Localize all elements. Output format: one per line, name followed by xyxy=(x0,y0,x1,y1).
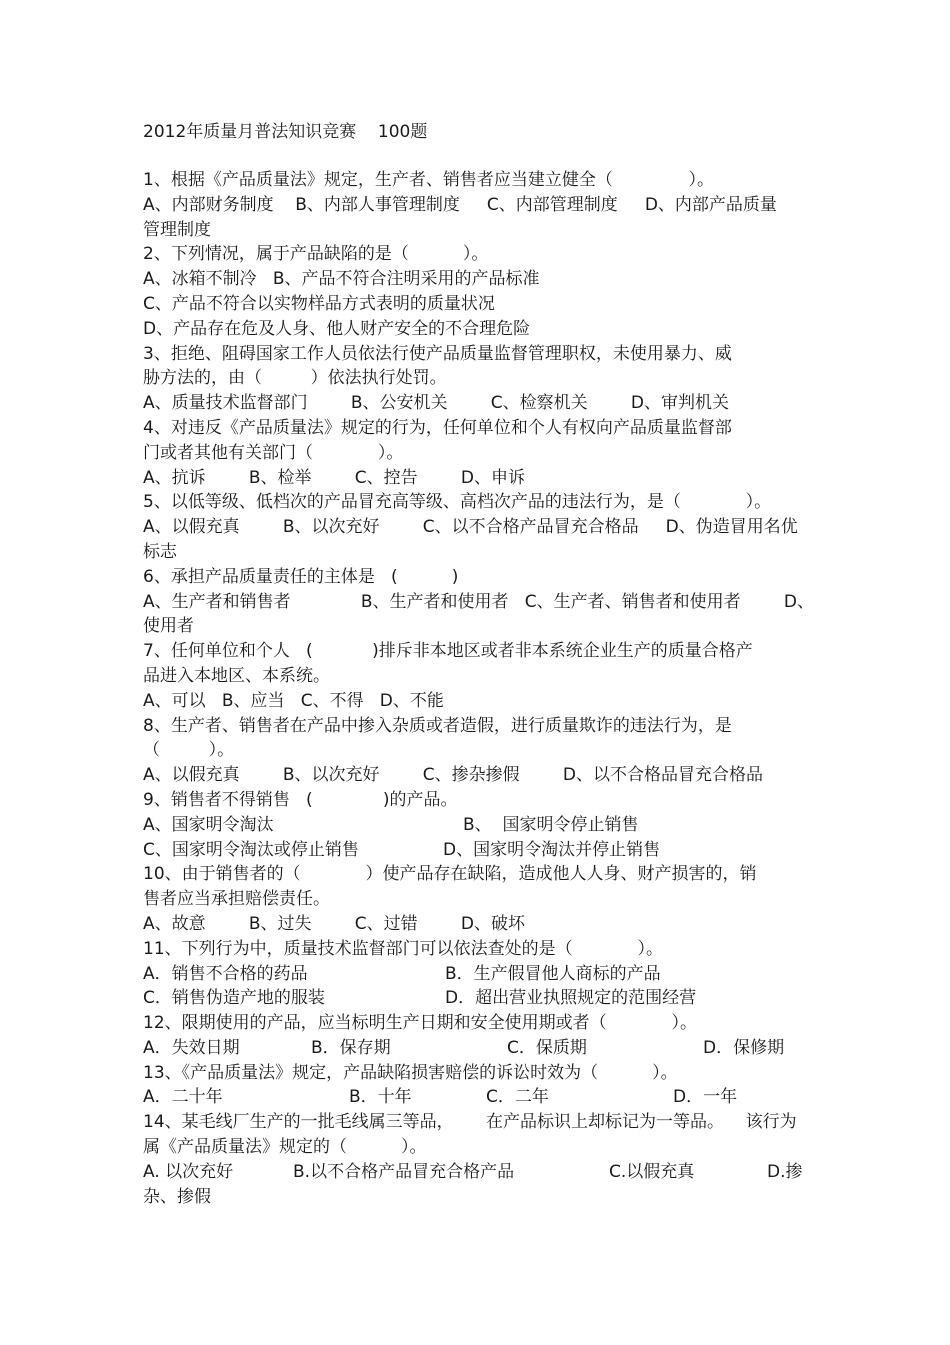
option-row xyxy=(143,813,818,838)
question-9 xyxy=(143,788,818,862)
question-12 xyxy=(143,1011,818,1061)
question-14 xyxy=(143,1110,818,1209)
option-b: B.以不合格产品冒充合格产品 xyxy=(293,1161,515,1182)
option-row xyxy=(143,838,818,863)
question-1 xyxy=(143,168,818,242)
question-8 xyxy=(143,714,818,788)
option-line: A、以假充真 B、以次充好 C、以不合格产品冒充合格品 D、伪造冒用名优 xyxy=(143,517,798,538)
question-stem: 13、《产品质量法》规定，产品缺陷损害赔偿的诉讼时效为（ ）。 xyxy=(143,1062,678,1083)
question-stem: 3、拒绝、阻碍国家工作人员依法行使产品质量监督管理职权，未使用暴力、威 xyxy=(143,343,732,364)
option-d: D．一年 xyxy=(673,1087,738,1108)
question-7 xyxy=(143,639,818,713)
question-3 xyxy=(143,342,818,416)
question-stem: 5、以低等级、低档次的产品冒充高等级、高档次产品的违法行为，是（ ）。 xyxy=(143,492,772,513)
option-line: A、质量技术监督部门 B、公安机关 C、检察机关 D、审判机关 xyxy=(143,393,729,414)
option-d: D.掺 xyxy=(767,1161,803,1182)
option-line: A、内部财务制度 B、内部人事管理制度 C、内部管理制度 D、内部产品质量 xyxy=(143,194,777,215)
question-stem: 胁方法的，由（ ）依法执行处罚。 xyxy=(143,368,447,389)
option-d: D．保修期 xyxy=(703,1037,785,1058)
question-stem: 9、销售者不得销售 ( )的产品。 xyxy=(143,789,458,810)
option-a: A．销售不合格的药品 xyxy=(143,963,308,984)
option-a: A、国家明令淘汰 xyxy=(143,814,274,835)
question-list xyxy=(143,168,818,1209)
question-stem: 7、任何单位和个人 ( )排斥非本地区或者非本系统企业生产的质量合格产 xyxy=(143,641,753,662)
option-c: C.以假充真 xyxy=(609,1161,695,1182)
option-c: C．保质期 xyxy=(507,1037,587,1058)
option-b: B．十年 xyxy=(349,1087,412,1108)
question-stem: 10、由于销售者的（ ）使产品存在缺陷，造成他人人身、财产损害的，销 xyxy=(143,864,757,885)
question-stem: 品进入本地区、本系统。 xyxy=(143,665,330,686)
question-stem: 8、生产者、销售者在产品中掺入杂质或者造假，进行质量欺诈的违法行为，是 xyxy=(143,715,732,736)
option-row xyxy=(143,1160,818,1185)
question-6 xyxy=(143,565,818,639)
option-a: A．失效日期 xyxy=(143,1037,240,1058)
question-5 xyxy=(143,490,818,564)
question-stem: 属《产品质量法》规定的（ ）。 xyxy=(143,1137,427,1158)
option-c: C．销售伪造产地的服装 xyxy=(143,988,325,1009)
question-stem: 2、下列情况，属于产品缺陷的是（ ）。 xyxy=(143,244,489,265)
question-4 xyxy=(143,416,818,490)
option-line: A、故意 B、过失 C、过错 D、破坏 xyxy=(143,913,525,934)
option-a: A．二十年 xyxy=(143,1087,223,1108)
question-stem: 1、根据《产品质量法》规定，生产者、销售者应当建立健全（ ）。 xyxy=(143,170,714,190)
option-row xyxy=(143,986,818,1011)
question-13 xyxy=(143,1061,818,1111)
question-stem: 12、限期使用的产品，应当标明生产日期和安全使用期或者（ ）。 xyxy=(143,1013,697,1034)
option-line: A、冰箱不制冷 B、产品不符合注明采用的产品标准 xyxy=(143,269,540,290)
option-b: B．生产假冒他人商标的产品 xyxy=(445,963,661,984)
question-stem: 门或者其他有关部门（ ）。 xyxy=(143,442,404,463)
option-line: A、生产者和销售者 B、生产者和使用者 C、生产者、销售者和使用者 D、 xyxy=(143,591,814,612)
question-stem: 6、承担产品质量责任的主体是 ( ) xyxy=(143,566,459,587)
option-row xyxy=(143,962,818,987)
option-line: 管理制度 xyxy=(143,219,211,240)
question-stem: 11、下列行为中，质量技术监督部门可以依法查处的是（ ）。 xyxy=(143,938,663,959)
document-title: 2012年质量月普法知识竞赛 100题 xyxy=(143,122,428,142)
question-2 xyxy=(143,242,818,341)
option-a: A. 以次充好 xyxy=(143,1161,234,1182)
option-line: D、产品存在危及人身、他人财产安全的不合理危险 xyxy=(143,318,531,339)
question-10 xyxy=(143,862,818,936)
option-b: B、 国家明令停止销售 xyxy=(463,814,639,835)
option-b: B．保存期 xyxy=(311,1037,391,1058)
question-stem: 14、某毛线厂生产的一批毛线属三等品， 在产品标识上却标记为一等品。 该行为 xyxy=(143,1112,797,1133)
option-line: A、抗诉 B、检举 C、控告 D、申诉 xyxy=(143,467,525,488)
option-line: A、以假充真 B、以次充好 C、掺杂掺假 D、以不合格品冒充合格品 xyxy=(143,765,763,786)
option-line: 标志 xyxy=(143,541,177,562)
question-stem: （ ）。 xyxy=(143,740,235,761)
option-row xyxy=(143,1085,818,1110)
option-c: C、国家明令淘汰或停止销售 xyxy=(143,839,359,860)
question-11 xyxy=(143,937,818,1011)
option-d: D．超出营业执照规定的范围经营 xyxy=(445,988,697,1009)
option-line: C、产品不符合以实物样品方式表明的质量状况 xyxy=(143,293,495,314)
option-line: 杂、掺假 xyxy=(143,1186,211,1207)
option-c: C．二年 xyxy=(486,1087,549,1108)
option-row xyxy=(143,1036,818,1061)
question-stem: 4、对违反《产品质量法》规定的行为，任何单位和个人有权向产品质量监督部 xyxy=(143,417,732,438)
option-line: 使用者 xyxy=(143,616,194,637)
option-line: A、可以 B、应当 C、不得 D、不能 xyxy=(143,690,444,711)
question-stem: 售者应当承担赔偿责任。 xyxy=(143,889,330,910)
option-d: D、国家明令淘汰并停止销售 xyxy=(443,839,661,860)
